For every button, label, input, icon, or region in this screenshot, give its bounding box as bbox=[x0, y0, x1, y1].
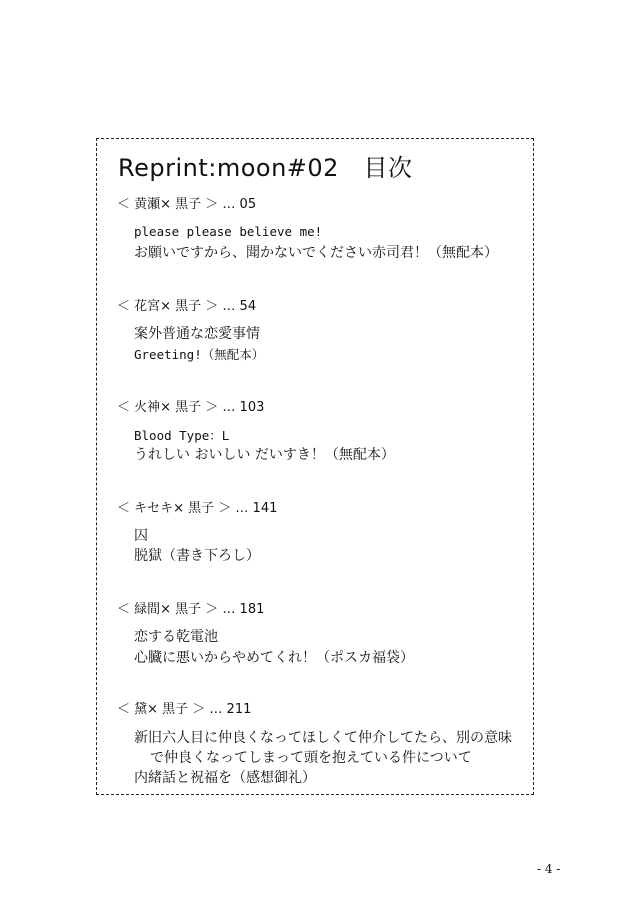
toc-item: 新旧六人目に仲良くなってほしくて仲介してたら、別の意味 bbox=[134, 730, 512, 746]
section-header-kagami: ＜ 火神× 黒子 ＞ … 103 bbox=[117, 400, 265, 415]
toc-item: Blood Type：L bbox=[134, 428, 230, 443]
toc-item: うれしい おいしい だいすき！（無配本） bbox=[134, 447, 395, 463]
toc-item: please please believe me! bbox=[134, 224, 323, 239]
toc-item: Greeting!（無配本） bbox=[134, 347, 265, 362]
toc-item: 恋する乾電池 bbox=[134, 629, 218, 645]
page-number: - 4 - bbox=[537, 862, 561, 876]
toc-item: 内緒話と祝福を（感想御礼） bbox=[134, 770, 316, 786]
toc-title: Reprint:moon#02 目次 bbox=[118, 154, 413, 182]
section-header-hanamiya: ＜ 花宮× 黒子 ＞ … 54 bbox=[117, 299, 257, 314]
section-header-mayuzumi: ＜ 黛× 黒子 ＞ … 211 bbox=[117, 702, 252, 717]
section-header-midorima: ＜ 緑間× 黒子 ＞ … 181 bbox=[117, 602, 265, 617]
toc-item: 囚 bbox=[134, 528, 148, 544]
toc-item: で仲良くなってしまって頭を抱えている件について bbox=[150, 750, 472, 766]
section-header-kise: ＜ 黄瀬× 黒子 ＞ … 05 bbox=[117, 197, 257, 212]
toc-item: 心臓に悪いからやめてくれ！（ポスカ福袋） bbox=[134, 650, 414, 666]
toc-item: 案外普通な恋愛事情 bbox=[134, 326, 260, 342]
section-header-kiseki: ＜ キセキ× 黒子 ＞ … 141 bbox=[117, 501, 278, 516]
toc-item: お願いですから、聞かないでください赤司君！（無配本） bbox=[134, 245, 498, 261]
toc-item: 脱獄（書き下ろし） bbox=[134, 548, 260, 564]
